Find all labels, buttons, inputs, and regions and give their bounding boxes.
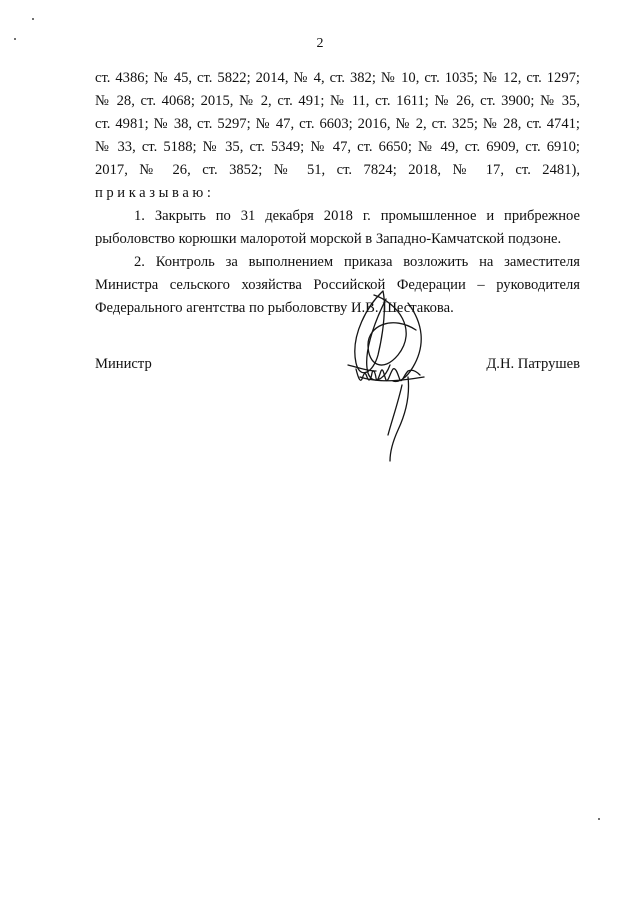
body-line: № 28, ст. 4068; 2015, № 2, ст. 491; № 11, ст. 1611; № 26, ст. 3900; № 35, <box>95 93 580 109</box>
order-item-1-line: рыболовство корюшки малоротой морской в Западно-Камчатской подзоне. <box>95 231 562 247</box>
scan-speck <box>32 18 34 20</box>
order-item-1-line: 1. Закрыть по 31 декабря 2018 г. промышленное и прибрежное <box>134 208 580 224</box>
position-title: Министр <box>95 356 152 372</box>
scan-speck <box>598 818 600 820</box>
body-line: 2017, № 26, ст. 3852; № 51, ст. 7824; 2018, № 17, ст. 2481), <box>95 162 580 178</box>
body-line: ст. 4981; № 38, ст. 5297; № 47, ст. 6603; 2016, № 2, ст. 325; № 28, ст. 4741; <box>95 116 580 132</box>
signer-name: Д.Н. Патрушев <box>486 356 580 372</box>
scan-speck <box>14 38 16 40</box>
handwritten-signature <box>338 285 440 465</box>
order-item-2-line: Министра сельского хозяйства Российской Федерации – руководителя <box>95 277 580 293</box>
document-body <box>95 67 580 320</box>
order-item-2-line: 2. Контроль за выполнением приказа возложить на заместителя <box>134 254 580 270</box>
body-line: ст. 4386; № 45, ст. 5822; 2014, № 4, ст. 382; № 10, ст. 1035; № 12, ст. 1297; <box>95 70 580 86</box>
body-line: № 33, ст. 5188; № 35, ст. 5349; № 47, ст. 6650; № 49, ст. 6909, ст. 6910; <box>95 139 580 155</box>
page-number: 2 <box>316 36 324 51</box>
order-item-2-line: Федерального агентства по рыболовству И.В. Шестакова. <box>95 300 454 316</box>
order-keyword: приказываю: <box>95 185 215 201</box>
